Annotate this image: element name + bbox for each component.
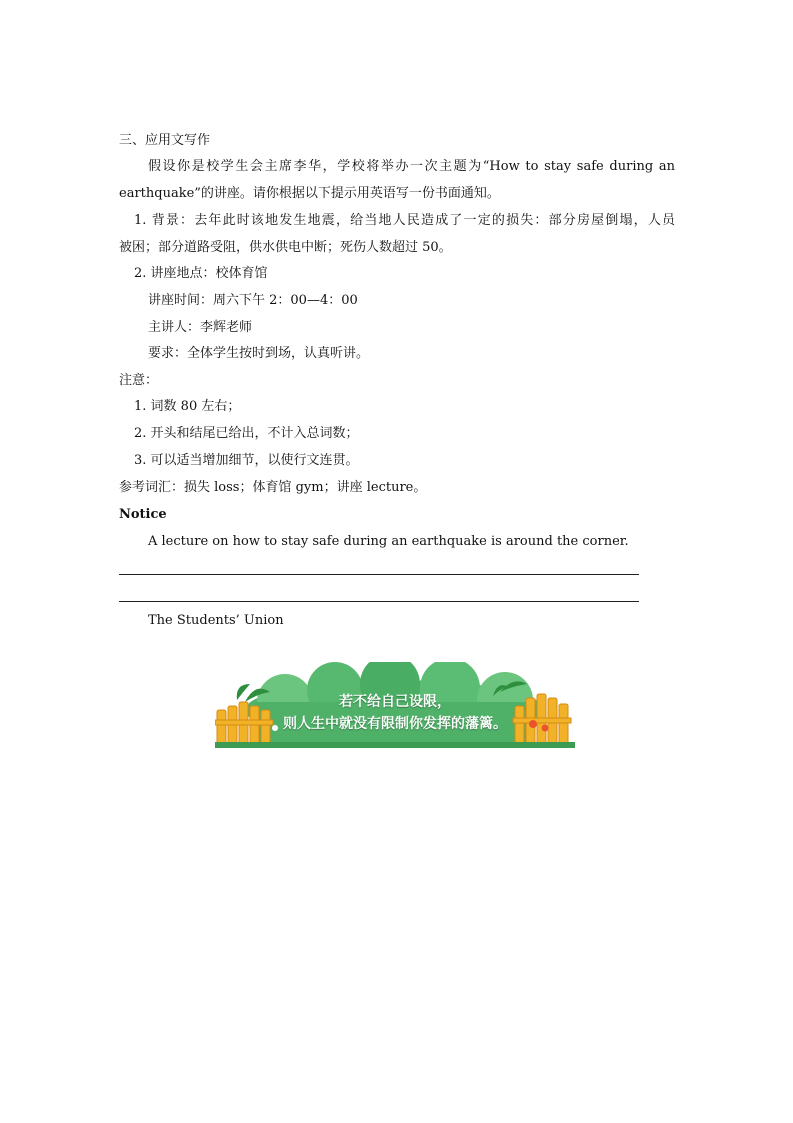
prompt-line-1: 假设你是校学生会主席李华，学校将举办一次主题为“How to stay safe during an [148,159,675,174]
notes-heading: 注意： [119,373,159,388]
item-2-line-1: 2. 讲座地点：校体育馆 [134,266,268,281]
item-2-time: 讲座时间：周六下午 2：00—4：00 [148,293,358,308]
notice-opening: A lecture on how to stay safe during an earthquake is around the corner. [148,534,629,549]
item-2-speaker: 主讲人：李辉老师 [148,320,253,335]
item-1-line-2: 被困；部分道路受阻，供水供电中断；死伤人数超过 50。 [119,240,452,255]
answer-line [119,574,639,575]
note-3: 3. 可以适当增加细节，以使行文连贯。 [134,453,359,468]
section-title: 三、应用文写作 [119,133,211,148]
item-2-requirement: 要求：全体学生按时到场，认真听讲。 [148,346,370,361]
item-1-line-1: 1. 背景：去年此时该地发生地震，给当地人民造成了一定的损失：部分房屋倒塌，人员 [134,213,675,228]
signature: The Students’ Union [148,613,284,628]
answer-line [119,601,639,602]
notice-title: Notice [119,507,167,522]
note-2: 2. 开头和结尾已给出，不计入总词数； [134,426,359,441]
motto-banner [215,662,575,748]
vocab-line: 参考词汇：损失 loss；体育馆 gym；讲座 lecture。 [119,480,427,495]
prompt-line-2: earthquake”的讲座。请你根据以下提示用英语写一份书面通知。 [119,186,500,201]
motto-line-2: 则人生中就没有限制你发挥的藩篱。 [283,716,507,732]
motto-line-1: 若不给自己设限， [339,694,451,710]
note-1: 1. 词数 80 左右； [134,399,241,414]
